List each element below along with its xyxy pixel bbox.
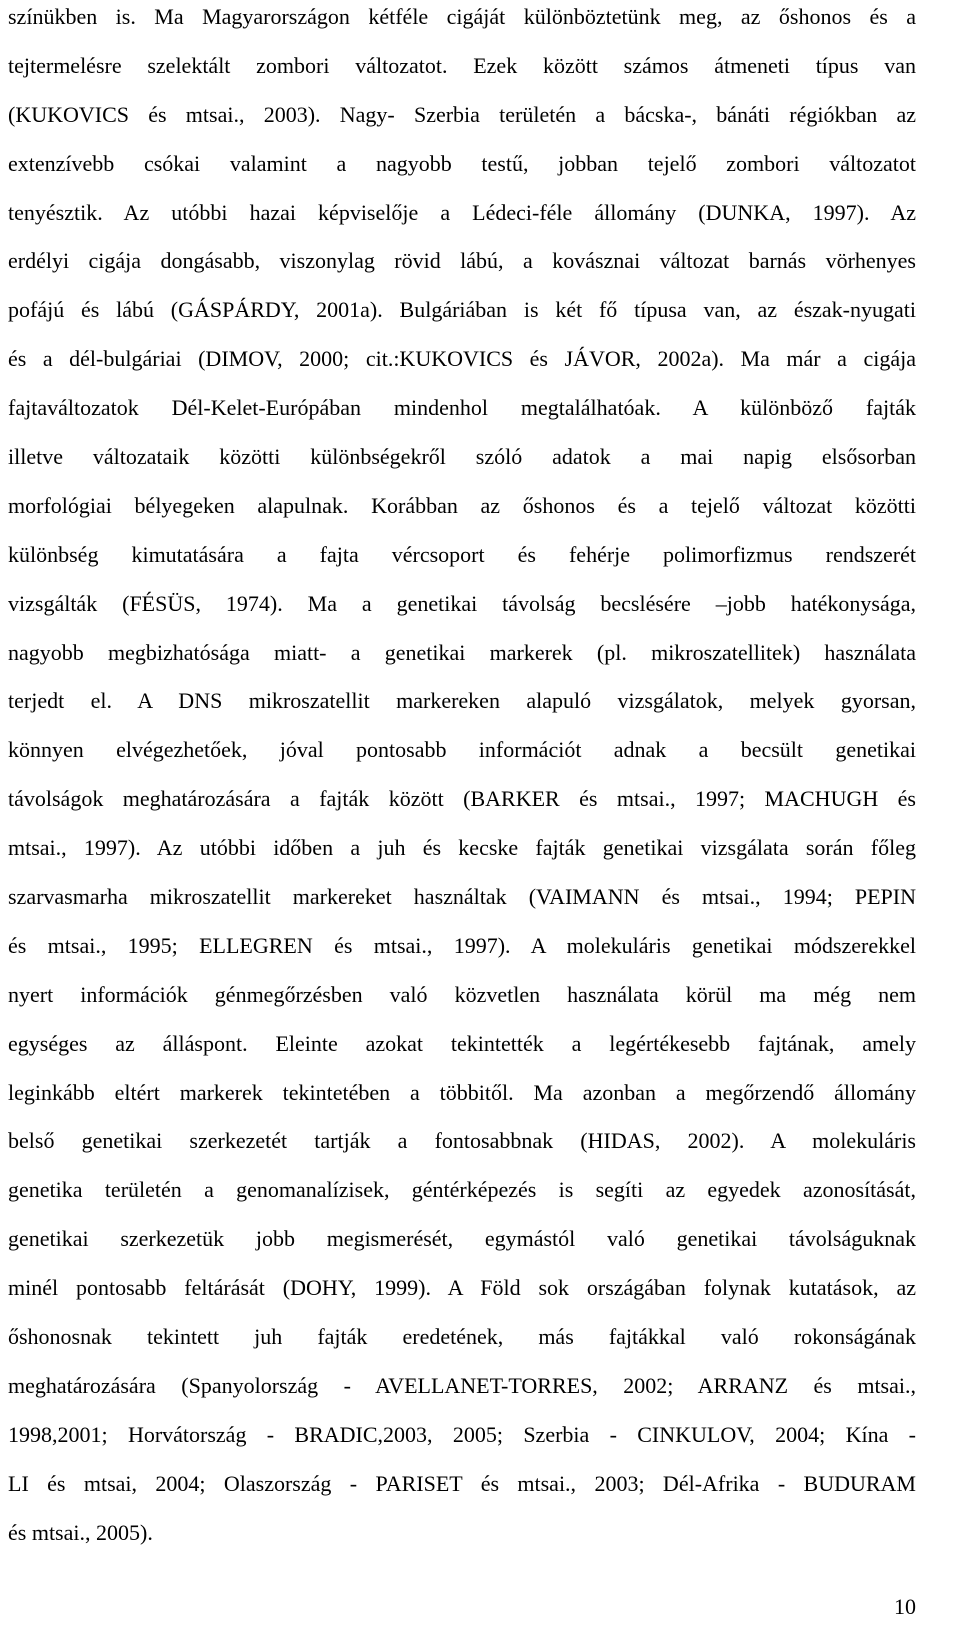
text-line: illetve változataik közötti különbségekről szóló adatok a mai napig elsősorban — [8, 444, 916, 470]
text-line: belső genetikai szerkezetét tartják a fontosabbnak (HIDAS, 2002). A molekuláris — [8, 1128, 916, 1154]
text-line: genetika területén a genomanalízisek, géntérképezés is segíti az egyedek azonosítását, — [8, 1177, 916, 1203]
text-line: fajtaváltozatok Dél-Kelet-Európában mindenhol megtalálhatóak. A különböző fajták — [8, 395, 916, 421]
text-line: színükben is. Ma Magyarországon kétféle cigáját különböztetünk meg, az őshonos és a — [8, 4, 916, 29]
text-line: extenzívebb csókai valamint a nagyobb testű, jobban tejelő zombori változatot — [8, 150, 916, 176]
text-line: morfológiai bélyegeken alapulnak. Korábban az őshonos és a tejelő változat közötti — [8, 492, 916, 518]
text-line: minél pontosabb feltárását (DOHY, 1999). A Föld sok országában folynak kutatások, az — [8, 1275, 916, 1301]
text-line: leginkább eltért markerek tekintetében a többitől. Ma azonban a megőrzendő állomány — [8, 1079, 916, 1105]
text-line: erdélyi cigája dongásabb, viszonylag rövid lábú, a kovásznai változat barnás vörhenyes — [8, 248, 916, 274]
text-line: 1998,2001; Horvátország - BRADIC,2003, 2005; Szerbia - CINKULOV, 2004; Kína - — [8, 1421, 916, 1447]
text-line: pofájú és lábú (GÁSPÁRDY, 2001a). Bulgáriában is két fő típusa van, az észak-nyugati — [8, 297, 916, 323]
text-line: őshonosnak tekintett juh fajták eredetének, más fajtákkal való rokonságának — [8, 1324, 916, 1350]
text-line: (KUKOVICS és mtsai., 2003). Nagy- Szerbia területén a bácska-, bánáti régiókban az — [8, 101, 916, 127]
text-line: különbség kimutatására a fajta vércsoport és fehérje polimorfizmus rendszerét — [8, 541, 916, 567]
text-line: és mtsai., 2005). — [8, 1519, 153, 1545]
text-line: tenyésztik. Az utóbbi hazai képviselője a Lédeci-féle állomány (DUNKA, 1997). Az — [8, 199, 916, 225]
text-line: és mtsai., 1995; ELLEGREN és mtsai., 1997). A molekuláris genetikai módszerekkel — [8, 932, 916, 958]
text-line: egységes az álláspont. Eleinte azokat tekintették a legértékesebb fajtának, amely — [8, 1030, 916, 1056]
text-line: nyert információk génmegőrzésben való közvetlen használata körül ma még nem — [8, 981, 916, 1007]
text-line: mtsai., 1997). Az utóbbi időben a juh és kecske fajták genetikai vizsgálata során főleg — [8, 835, 916, 861]
text-line: tejtermelésre szelektált zombori változatot. Ezek között számos átmeneti típus van — [8, 52, 916, 78]
text-line: és a dél-bulgáriai (DIMOV, 2000; cit.:KUKOVICS és JÁVOR, 2002a). Ma már a cigája — [8, 346, 916, 372]
text-line: vizsgálták (FÉSÜS, 1974). Ma a genetikai távolság becslésére –jobb hatékonysága, — [8, 590, 916, 616]
text-line: szarvasmarha mikroszatellit markereket használtak (VAIMANN és mtsai., 1994; PEPIN — [8, 884, 916, 910]
text-line: távolságok meghatározására a fajták között (BARKER és mtsai., 1997; MACHUGH és — [8, 786, 916, 812]
body-paragraph — [8, 0, 916, 1565]
text-line: könnyen elvégezhetőek, jóval pontosabb információt adnak a becsült genetikai — [8, 737, 916, 763]
text-line: LI és mtsai, 2004; Olaszország - PARISET és mtsai., 2003; Dél-Afrika - BUDURAM — [8, 1470, 916, 1496]
text-line: nagyobb megbizhatósága miatt- a genetikai markerek (pl. mikroszatellitek) használata — [8, 639, 916, 665]
page-number: 10 — [894, 1594, 916, 1619]
text-line: terjedt el. A DNS mikroszatellit markereken alapuló vizsgálatok, melyek gyorsan, — [8, 688, 916, 714]
text-line: genetikai szerkezetük jobb megismerését, egymástól való genetikai távolságuknak — [8, 1226, 916, 1252]
text-line: meghatározására (Spanyolország - AVELLANET-TORRES, 2002; ARRANZ és mtsai., — [8, 1372, 916, 1398]
